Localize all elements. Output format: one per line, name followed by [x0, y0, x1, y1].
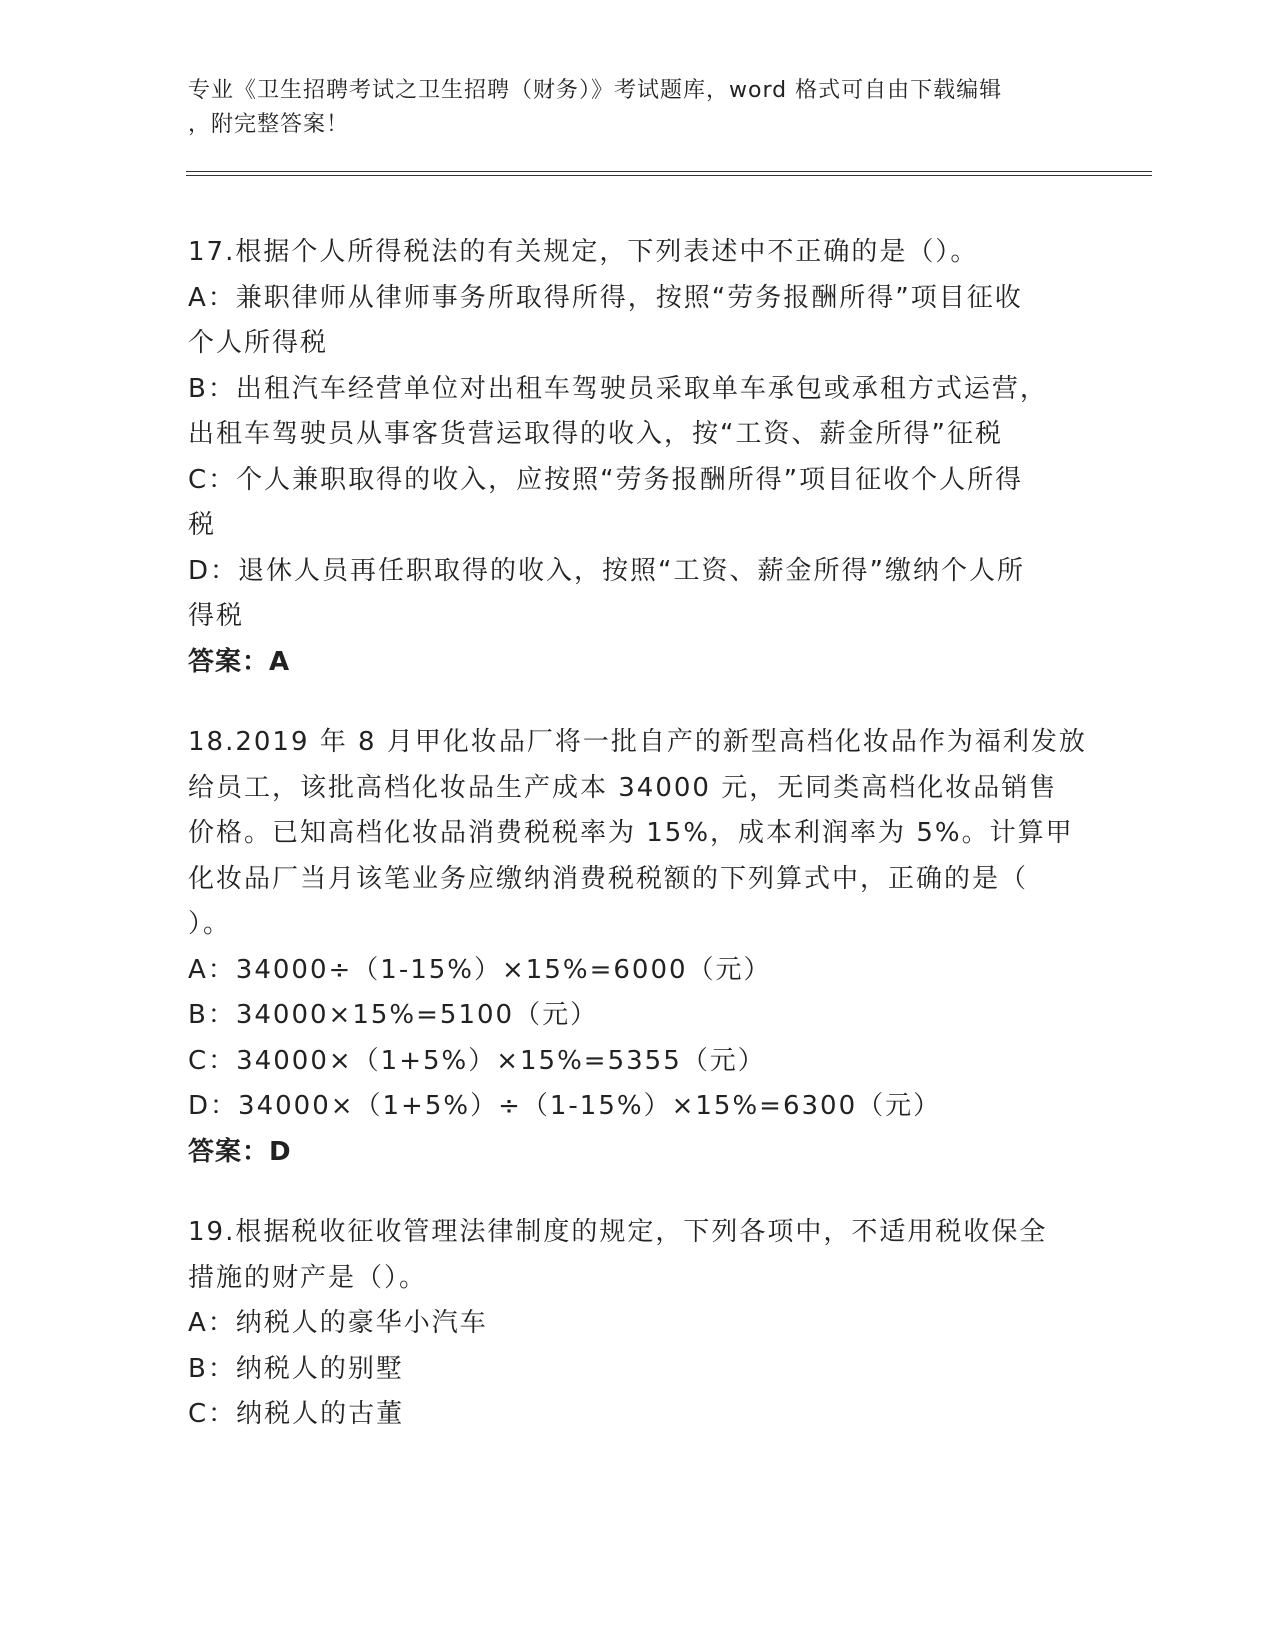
- option-a-line: A：纳税人的豪华小汽车: [188, 1308, 488, 1338]
- option-c-line: C：纳税人的古董: [188, 1399, 405, 1429]
- option-b-line: 出租车驾驶员从事客货营运取得的收入，按“工资、薪金所得”征税: [188, 419, 1003, 449]
- option-b-line: B：出租汽车经营单位对出租车驾驶员采取单车承包或承租方式运营，: [188, 373, 1048, 404]
- question-19: [188, 1210, 1088, 1438]
- answer-label: 答案：A: [188, 646, 291, 677]
- header-line-2: ，附完整答案！: [188, 112, 350, 137]
- question-text-line: 给员工，该批高档化妆品生产成本 34000 元，无同类高档化妆品销售: [188, 772, 1058, 803]
- question-text-line: 19.根据税收征收管理法律制度的规定，下列各项中，不适用税收保全: [188, 1217, 1048, 1247]
- question-list: [188, 230, 1088, 1473]
- question-text-line: 17.根据个人所得税法的有关规定，下列表述中不正确的是（）。: [188, 237, 979, 267]
- question-text-line: 18.2019 年 8 月甲化妆品厂将一批自产的新型高档化妆品作为福利发放: [188, 727, 1087, 757]
- question-text-line: ）。: [188, 909, 232, 939]
- option-c-line: 税: [188, 510, 217, 540]
- answer-label: 答案：D: [188, 1136, 292, 1167]
- option-d-line: D：退休人员再任职取得的收入，按照“工资、薪金所得”缴纳个人所: [188, 555, 1025, 586]
- header-divider-top: [186, 171, 1152, 172]
- option-b-line: B：34000×15%=5100（元）: [188, 1000, 599, 1030]
- option-a-line: A：34000÷（1-15%）×15%=6000（元）: [188, 954, 772, 985]
- option-d-line: D：34000×（1+5%）÷（1-15%）×15%=6300（元）: [188, 1091, 942, 1121]
- question-18: [188, 720, 1088, 1175]
- header-line-1: 专业《卫生招聘考试之卫生招聘（财务）》考试题库，word 格式可自由下载编辑: [188, 78, 1003, 103]
- document-header: [188, 74, 1068, 142]
- question-17: [188, 230, 1088, 685]
- question-text-line: 化妆品厂当月该笔业务应缴纳消费税税额的下列算式中，正确的是（: [188, 863, 1029, 894]
- option-a-line: 个人所得税: [188, 328, 329, 358]
- option-c-line: C：个人兼职取得的收入，应按照“劳务报酬所得”项目征收个人所得: [188, 464, 1024, 495]
- option-d-line: 得税: [188, 601, 245, 631]
- question-text-line: 价格。已知高档化妆品消费税税率为 15%，成本利润率为 5%。计算甲: [188, 818, 1074, 848]
- question-text-line: 措施的财产是（）。: [188, 1262, 428, 1293]
- header-divider-bottom: [186, 175, 1152, 176]
- option-a-line: A：兼职律师从律师事务所取得所得，按照“劳务报酬所得”项目征收: [188, 282, 1023, 313]
- option-b-line: B：纳税人的别墅: [188, 1353, 404, 1384]
- option-c-line: C：34000×（1+5%）×15%=5355（元）: [188, 1045, 766, 1076]
